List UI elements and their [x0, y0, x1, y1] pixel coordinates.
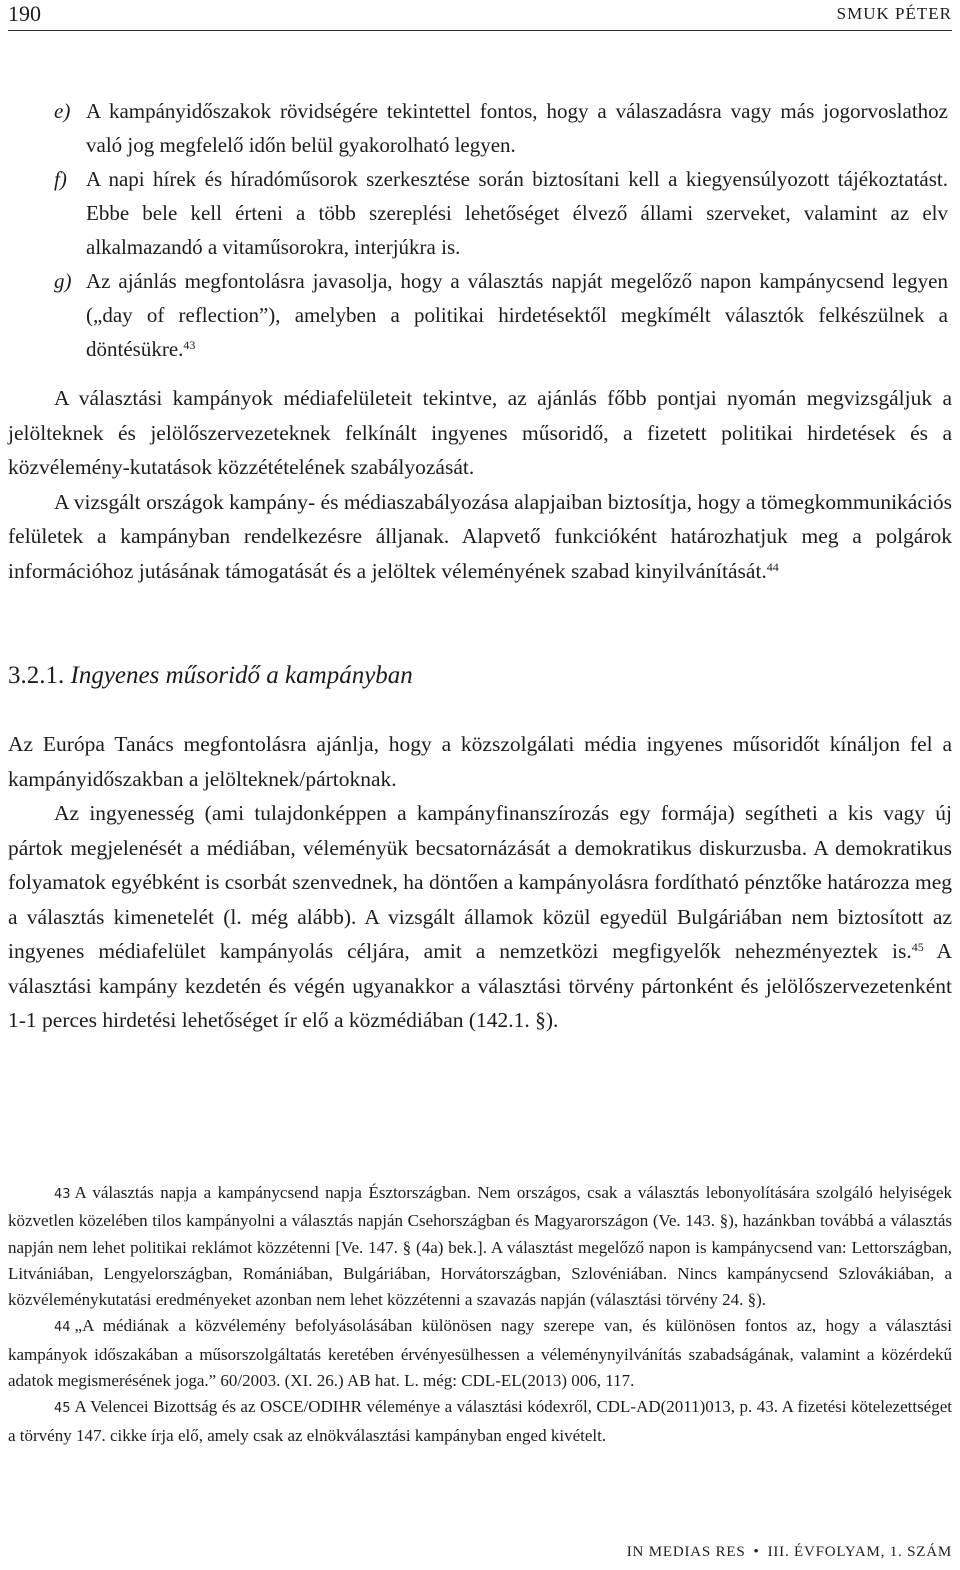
- list-item-text: Az ajánlás megfontolásra javasolja, hogy a választás napját megelőző napon kampánycsend legyen („day of reflection”), amelyben a politikai hirdetésektől megkímélt választók felkészülnek a döntésükre.: [86, 269, 948, 361]
- section-title: Ingyenes műsoridő a kampányban: [70, 662, 413, 689]
- footnote-ref[interactable]: 43: [183, 338, 196, 352]
- footnote-number: 44: [54, 1320, 71, 1336]
- page-number: 190: [8, 1, 41, 26]
- footer-separator: •: [753, 1544, 760, 1560]
- paragraph: Az Európa Tanács megfontolásra ajánlja, hogy a közszolgálati média ingyenes műsoridőt kínáljon fel a kampányidőszakban a jelölteknek/pártoknak.: [8, 732, 952, 791]
- section-heading: [8, 662, 413, 690]
- page-header: [8, 0, 952, 31]
- list-item: [8, 162, 948, 264]
- section-number: 3.2.1.: [8, 662, 65, 689]
- paragraph: A vizsgált országok kampány- és médiaszabályozása alapjaiban biztosítja, hogy a tömegkommunikációs felületek a kampányban rendelkezésre álljanak. Alapvető funkcióként határozhatjuk meg a polgárok információhoz jutásának támogatását és a jelöltek véleményének szabad kinyilvánítását.$^{44}$: [8, 489, 952, 583]
- journal-issue: III. ÉVFOLYAM, 1. SZÁM: [767, 1544, 952, 1560]
- footnote: 44 „A médiának a közvélemény befolyásolásában különösen nagy szerepe van, és különösen fontos az, hogy a választási kampányok időszakában a műsorszolgáltatás keretében érvényesülhessen a véleménynyilvánítás szabadságának, valamint a közérdekű adatok megismerésének joga.” 60/2003. (XI. 26.) AB hat. L. még: CDL-EL(2013) 006, 117.: [8, 1316, 952, 1391]
- running-head-author: SMUK PÉTER: [836, 4, 952, 23]
- journal-name: IN MEDIAS RES: [626, 1544, 746, 1560]
- footnotes: [8, 1180, 952, 1449]
- paragraph: Az ingyenesség (ami tulajdonképpen a kampányfinanszírozás egy formája) segítheti a kis vagy új pártok megjelenését a médiában, véleményük becsatornázását a demokratikus diskurzusba. A demokratikus folyamatok egyébként is csorbát szenvednek, ha döntően a kampányolásra fordítható pénztőke határozza meg a választás kimenetelét (l. még alább). A vizsgált államok közül egyedül Bulgáriában nem biztosított az ingyenes médiafelület kampányolás céljára, amit a nemzetközi megfigyelők nehezményeztek is.$^{45}$ A választási kampány kezdetén és végén ugyanakkor a választási törvény pártonként és jelölőszervezetenként 1-1 perces hirdetési lehetőséget ír elő a közmédiában (142.1. §).: [8, 801, 952, 1032]
- footnote-number: 43: [54, 1187, 71, 1202]
- recommendation-list: [8, 94, 948, 366]
- footnote-number: 45: [54, 1401, 71, 1417]
- list-item: [8, 94, 948, 162]
- page-footer: [627, 1544, 952, 1561]
- footnote: 43 A választás napja a kampánycsend napja Észtországban. Nem országos, csak a választás lebonyolítására szolgáló helyiségek közvetlen közelében tilos kampányolni a választás napján Csehországban és Magyarországon (Ve. 143. §), hazánkban továbbá a választás napján nem lehet politikai reklámot közzétenni [Ve. 147. § (4a) bek.]. A választást megelőző napon is kampánycsend van: Lettországban, Litvániában, Lengyelországban, Romániában, Bulgáriában, Horvátországban, Szlovéniában. Nincs kampánycsend Szlovákiában, a közvéleménykutatási eredményeket azonban nem lehet közzétenni a szavazás napján (választási törvény 24. §).: [8, 1183, 952, 1310]
- footnote: 45 A Velencei Bizottság és az OSCE/ODIHR véleménye a választási kódexről, CDL-AD(2011)013, p. 43. A fizetési kötelezettséget a törvény 147. cikke írja elő, amely csak az elnökválasztási kampányban enged kivételt.: [8, 1397, 952, 1445]
- body-text-1: [8, 381, 952, 588]
- list-item: [8, 264, 948, 366]
- footnote-ref[interactable]: 45: [911, 940, 924, 954]
- paragraph: A választási kampányok médiafelületeit tekintve, az ajánlás főbb pontjai nyomán megvizsgáljuk a jelölteknek és jelölőszervezeteknek felkínált ingyenes műsoridő, a fizetett politikai hirdetések és a közvélemény-kutatások közzétételének szabályozását.: [8, 386, 952, 479]
- list-item-text: A napi hírek és híradóműsorok szerkesztése során biztosítani kell a kiegyensúlyozott tájékoztatást. Ebbe bele kell érteni a több szereplési lehetőséget élvező állami szerveket, valamint az elv alkalmazandó a vitaműsorokra, interjúkra is.: [86, 167, 948, 259]
- list-marker: g): [54, 269, 72, 293]
- footnote-ref[interactable]: 44: [766, 559, 779, 574]
- list-marker: f): [54, 167, 67, 191]
- list-marker: e): [54, 99, 71, 123]
- body-text-2: [8, 727, 952, 1038]
- list-item-text: A kampányidőszakok rövidségére tekintettel fontos, hogy a válaszadásra vagy más jogorvoslathoz való jog megfelelő időn belül gyakorolható legyen.: [86, 99, 948, 157]
